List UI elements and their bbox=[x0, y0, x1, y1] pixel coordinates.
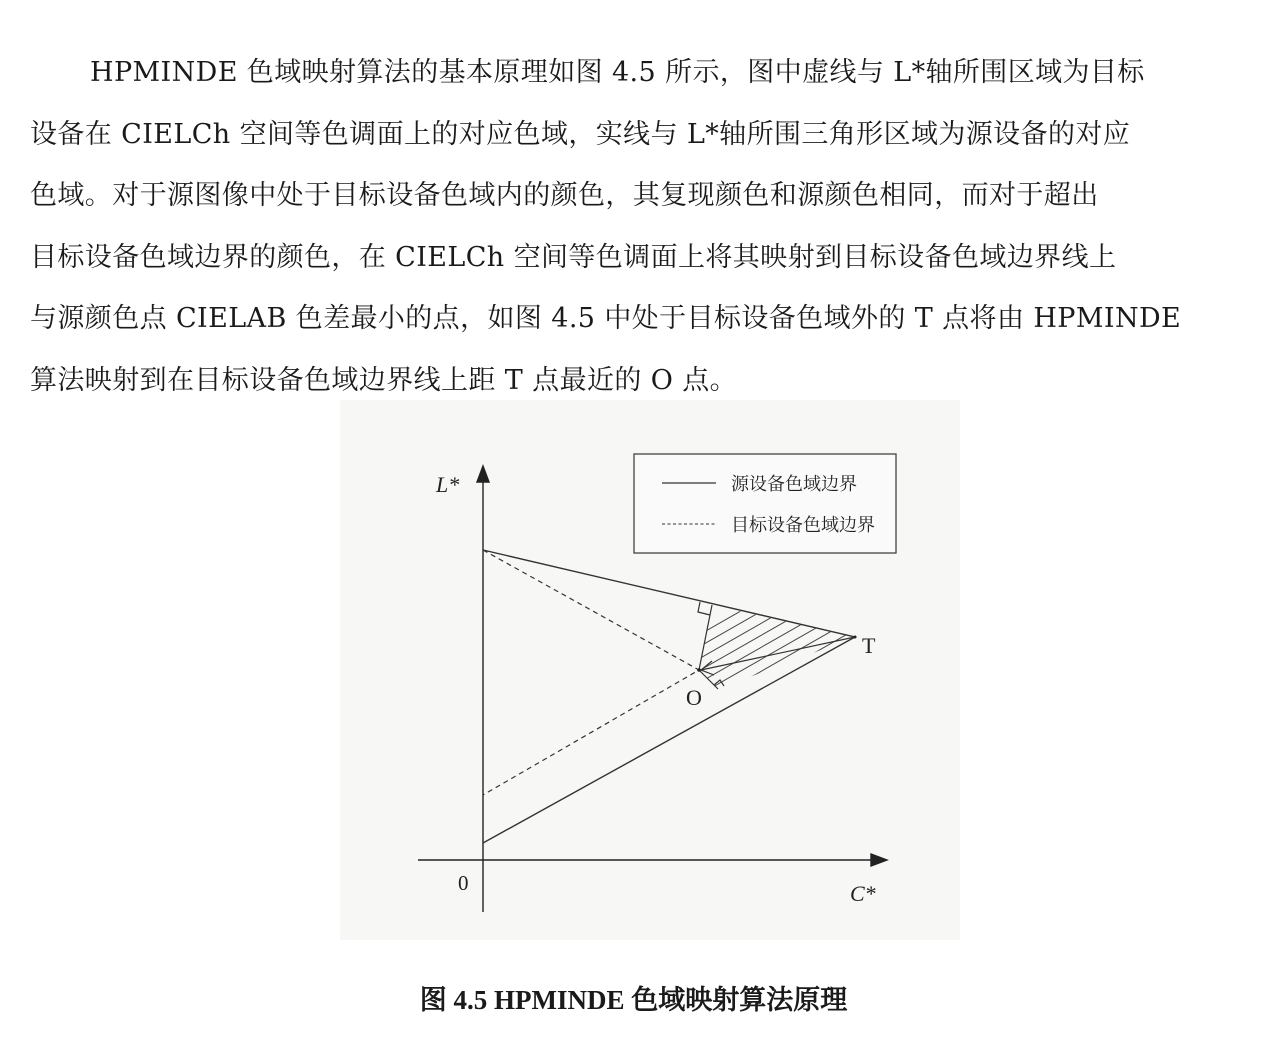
point-o-label: O bbox=[686, 685, 702, 710]
target-gamut-boundary bbox=[483, 550, 699, 795]
point-t-label: T bbox=[862, 633, 876, 658]
figure-caption: 图 4.5 HPMINDE 色域映射算法原理 bbox=[419, 985, 848, 1015]
body-paragraph bbox=[30, 42, 1230, 411]
legend-solid-label: 源设备色域边界 bbox=[731, 474, 857, 495]
source-gamut-boundary bbox=[483, 550, 855, 843]
paragraph-line-4: 目标设备色域边界的颜色，在 CIELCh 空间等色调面上将其映射到目标设备色域边界线上 bbox=[30, 241, 1117, 273]
paragraph-line-3: 色域。对于源图像中处于目标设备色域内的颜色，其复现颜色和源颜色相同，而对于超出 bbox=[30, 180, 1099, 211]
legend-dashed-label: 目标设备色域边界 bbox=[731, 515, 875, 536]
paragraph-line-1: HPMINDE 色域映射算法的基本原理如图 4.5 所示，图中虚线与 L*轴所围区域为目标 bbox=[90, 57, 1145, 88]
legend bbox=[634, 454, 896, 553]
l-axis-arrow-icon bbox=[477, 466, 489, 482]
paragraph-line-2: 设备在 CIELCh 空间等色调面上的对应色域，实线与 L*轴所围三角形区域为源设备的对应 bbox=[30, 118, 1131, 150]
l-axis-label: L* bbox=[436, 472, 460, 497]
c-axis-arrow-icon bbox=[871, 854, 887, 866]
c-axis-label: C* bbox=[850, 881, 876, 906]
right-angle-marker-upper bbox=[698, 602, 710, 615]
gamut-mapping-diagram bbox=[340, 400, 960, 940]
paragraph-line-5: 与源颜色点 CIELAB 色差最小的点，如图 4.5 中处于目标设备色域外的 T 点将由 HPMINDE bbox=[30, 303, 1182, 334]
origin-label: 0 bbox=[458, 871, 469, 895]
paragraph-line-6: 算法映射到在目标设备色域边界线上距 T 点最近的 O 点。 bbox=[30, 364, 738, 396]
